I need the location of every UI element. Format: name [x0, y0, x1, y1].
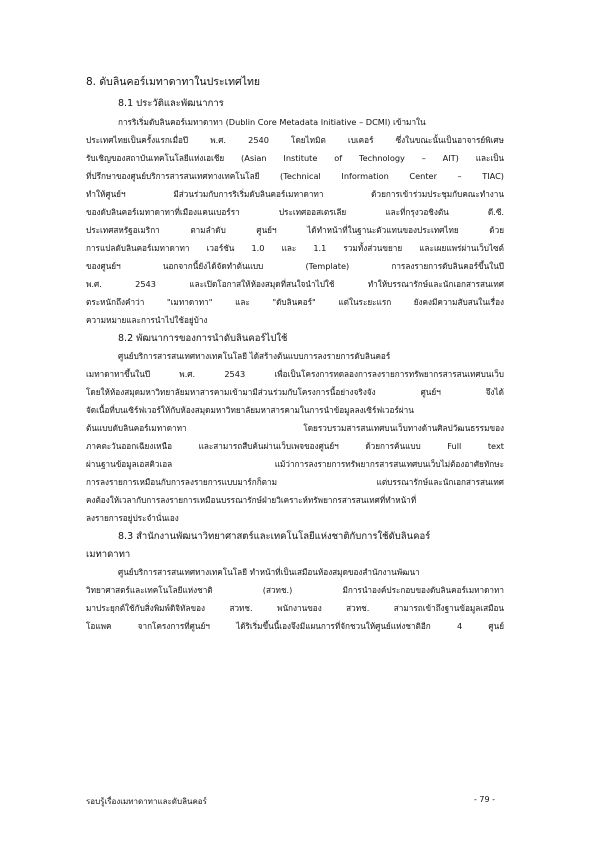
subsection-title-8-2: 8.2 พัฒนาการของการนำดับลินคอร์ไปใช้: [118, 333, 288, 344]
paragraph-line: ทำให้ศูนย์ฯ มีส่วนร่วมกับการริเริ่มดับลินคอร์เมทาดาทา ด้วยการเข้าร่วมประชุมกับคณะทำงาน: [86, 189, 504, 199]
page-number: - 79 -: [474, 795, 496, 804]
paragraph-line: การแปลดับลินคอร์เมทาดาทา เวอร์ชัน 1.0 และ 1.1 รวมทั้งส่วนขยาย และเผยแพร่ผ่านเว็บไซต์: [86, 243, 504, 253]
paragraph-line: โอแพค จากโครงการที่ศูนย์ฯ ได้ริเริ่มขึ้นนี้เองจึงมีแผนการที่จักชวนให้ศูนย์แห่งชาติอีก 4 ศูนย์: [86, 621, 504, 631]
paragraph-line: คงต้องให้เวลากับการลงรายการเหมือนบรรณารักษ์ฝ่ายวิเคราะห์ทรัพยากรสารสนเทศที่ทำหน้าที่: [86, 495, 417, 505]
paragraph-line: ผ่านฐานข้อมูลเอสคิวเอล แม้ว่าการลงรายการทรัพยากรสารสนเทศบนเว็บไม่ต้องอาศัยทักษะ: [86, 459, 504, 469]
paragraph-line: เมทาดาทาขึ้นในปี พ.ศ. 2543 เพื่อเป็นโครงการทดลองการลงรายการทรัพยากรสารสนเทศบนเว็บ: [86, 369, 504, 379]
subsection-title-8-3: 8.3 สำนักงานพัฒนาวิทยาศาสตร์และเทคโนโลยีแห่งชาติกับการใช้ดับลินคอร์: [118, 531, 431, 542]
paragraph-line: ตระหนักถึงคำว่า "เมทาดาทา" และ "ดับลินคอร์" แต่ในระยะแรก ยังคงมีความสับสนในเรื่อง: [86, 297, 504, 307]
paragraph-line: จัดเนื้อที่บนเซิร์ฟเวอร์ให้กับห้องสมุดมหาวิทยาลัยมหาสารคามในการนำข้อมูลลงเซิร์ฟเวอร์ผ่าน: [86, 405, 414, 415]
paragraph-line: ของดับลินคอร์เมทาดาทาที่เมืองแคนเบอร์รา ประเทศออสเตรเลีย และที่กรุงวอชิงตัน ดี.ซี.: [86, 207, 504, 217]
paragraph-line: โดยให้ห้องสมุดมหาวิทยาลัยมหาสารคามเข้ามามีส่วนร่วมกับโครงการนี้อย่างจริงจัง ศูนย์ฯ จึงได้: [86, 387, 504, 397]
paragraph-line: ลงรายการอยู่ประจำนั่นเอง: [86, 513, 179, 523]
paragraph-line: รับเชิญของสถาบันเทคโนโลยีแห่งเอเชีย (Asian Institute of Technology – AIT) และเป็น: [86, 153, 504, 163]
subsection-title-8-3-cont: เมทาดาทา: [86, 549, 131, 560]
paragraph-line: ประเทศสหรัฐอเมริกา ตามลำดับ ศูนย์ฯ ได้ทำหน้าที่ในฐานะตัวแทนของประเทศไทย ด้วย: [86, 225, 504, 235]
paragraph-line: ของศูนย์ฯ นอกจากนี้ยังได้จัดทำต้นแบบ (Template) การลงรายการดับลินคอร์ขึ้นในปี: [86, 261, 504, 271]
paragraph-line: ความหมายและการนำไปใช้อยู่บ้าง: [86, 315, 208, 325]
paragraph-line: ภาคตะวันออกเฉียงเหนือ และสามารถสืบค้นผ่านเว็บเพจของศูนย์ฯ ด้วยการค้นแบบ Full text: [86, 441, 504, 451]
footer-title: รอบรู้เรื่องเมทาดาทาและดับลินคอร์: [86, 797, 207, 806]
paragraph-line: ประเทศไทยเป็นครั้งแรกเมื่อปี พ.ศ. 2540 โดยไทมิต เบเคอร์ ซึ่งในขณะนั้นเป็นอาจารย์พิเศษ: [86, 135, 504, 145]
paragraph-line: การลงรายการเหมือนกับการลงรายการแบบมาร์กก็ตาม แต่บรรณารักษ์และนักเอกสารสนเทศ: [86, 477, 504, 487]
paragraph-line: มาประยุกต์ใช้กับสิ่งพิมพ์ดิจิทัลของ สวทช. พนักงานของ สวทช. สามารถเข้าถึงฐานข้อมูลเสมือน: [86, 603, 504, 613]
paragraph-line: การริเริ่มดับลินคอร์เมทาดาทา (Dublin Core Metadata Initiative – DCMI) เข้ามาใน: [118, 117, 426, 127]
paragraph-line: วิทยาศาสตร์และเทคโนโลยีแห่งชาติ (สวทช.) มีการนำองค์ประกอบของดับลินคอร์เมทาดาทา: [86, 585, 504, 595]
subsection-title-8-1: 8.1 ประวัติและพัฒนาการ: [118, 98, 224, 109]
section-heading: 8. ดับลินคอร์เมทาดาทาในประเทศไทย: [86, 76, 261, 88]
paragraph-line: ศูนย์บริการสารสนเทศทางเทคโนโลยี ได้สร้างต้นแบบการลงรายการดับลินคอร์: [118, 351, 391, 361]
paragraph-line: ต้นแบบดับลินคอร์เมทาดาทา โดยรวบรวมสารสนเทศบนเว็บทางด้านศิลปวัฒนธรรมของ: [86, 423, 504, 433]
paragraph-line: ที่ปรึกษาของศูนย์บริการสารสนเทศทางเทคโนโลยี (Technical Information Center – TIAC): [86, 171, 504, 181]
paragraph-line: ศูนย์บริการสารสนเทศทางเทคโนโลยี ทำหน้าที่เป็นเสมือนห้องสมุดของสำนักงานพัฒนา: [118, 567, 420, 577]
paragraph-line: พ.ศ. 2543 และเปิดโอกาสให้ห้องสมุดที่สนใจนำไปใช้ ทำให้บรรณารักษ์และนักเอกสารสนเทศ: [86, 279, 504, 289]
